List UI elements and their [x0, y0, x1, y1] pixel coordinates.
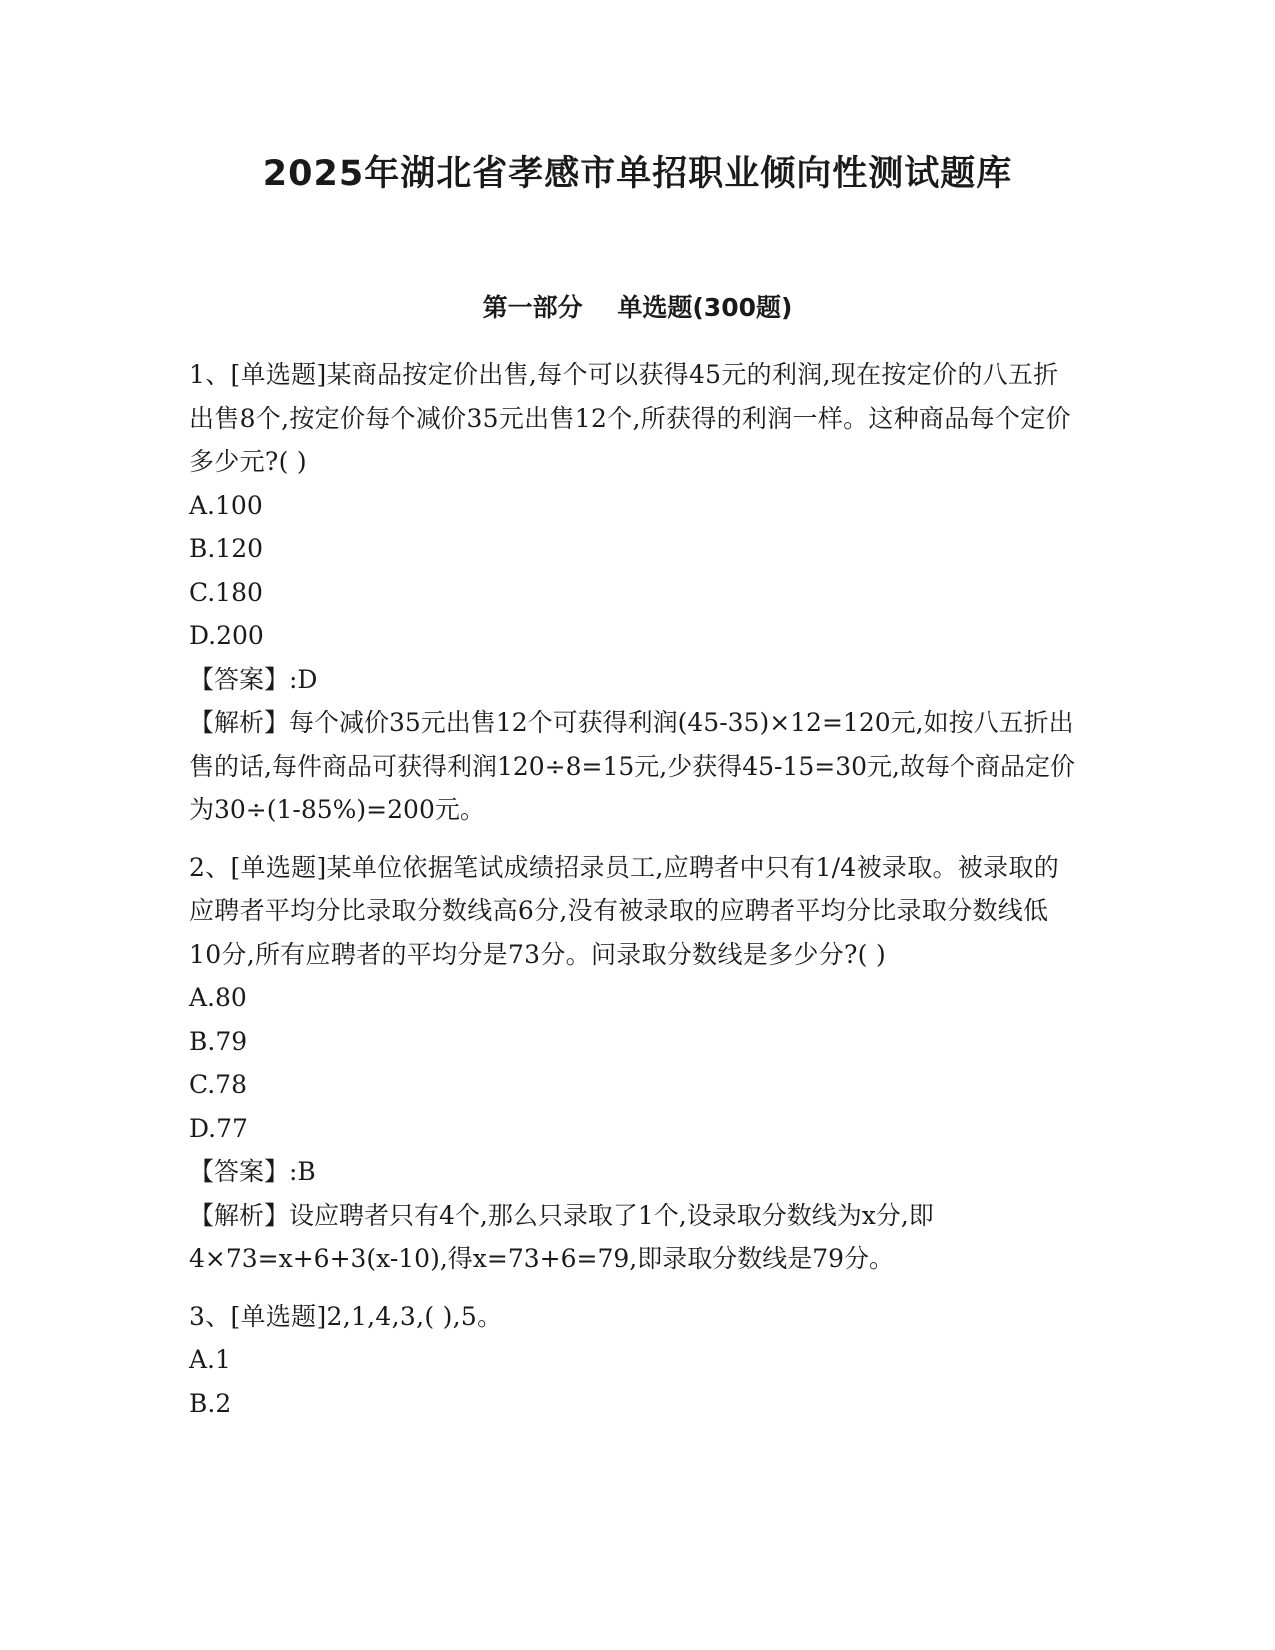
analysis: 【解析】每个减价35元出售12个可获得利润(45-35)×12=120元,如按八五折出售的话,每件商品可获得利润120÷8=15元,少获得45-15=30元,故每个商品定价为30÷(1-85%)=200元。: [189, 708, 1076, 824]
option-b: B.2: [189, 1388, 232, 1418]
question-2: [189, 846, 1079, 1281]
section-title: 第一部分 单选题(300题): [482, 293, 793, 322]
option-c: C.78: [189, 1070, 247, 1099]
document-title: 2025年湖北省孝感市单招职业倾向性测试题库: [262, 154, 1013, 194]
option-b: B.120: [189, 534, 264, 563]
question-list: [189, 353, 1079, 1439]
question-1: [189, 353, 1079, 832]
option-c: C.180: [189, 577, 263, 607]
question-3: [189, 1295, 1079, 1426]
question-stem: 3、[单选题]2,1,4,3,( ),5。: [189, 1301, 503, 1331]
option-a: A.80: [189, 983, 247, 1012]
question-stem: 1、[单选题]某商品按定价出售,每个可以获得45元的利润,现在按定价的八五折出售8个,按定价每个减价35元出售12个,所获得的利润一样。这种商品每个定价多少元?( ): [189, 360, 1071, 476]
answer: 【答案】:B: [189, 1157, 316, 1186]
answer: 【答案】:D: [189, 664, 318, 694]
option-d: D.77: [189, 1113, 248, 1143]
option-a: A.1: [189, 1345, 231, 1374]
option-d: D.200: [189, 621, 264, 650]
analysis: 【解析】设应聘者只有4个,那么只录取了1个,设录取分数线为x分,即4×73=x+6+3(x-10),得x=73+6=79,即录取分数线是79分。: [189, 1200, 934, 1273]
option-b: B.79: [189, 1026, 248, 1056]
question-stem: 2、[单选题]某单位依据笔试成绩招录员工,应聘者中只有1/4被录取。被录取的应聘者平均分比录取分数线高6分,没有被录取的应聘者平均分比录取分数线低10分,所有应聘者的平均分是73分。问录取分数线是多少分?( ): [189, 852, 1059, 969]
option-a: A.100: [189, 490, 263, 520]
